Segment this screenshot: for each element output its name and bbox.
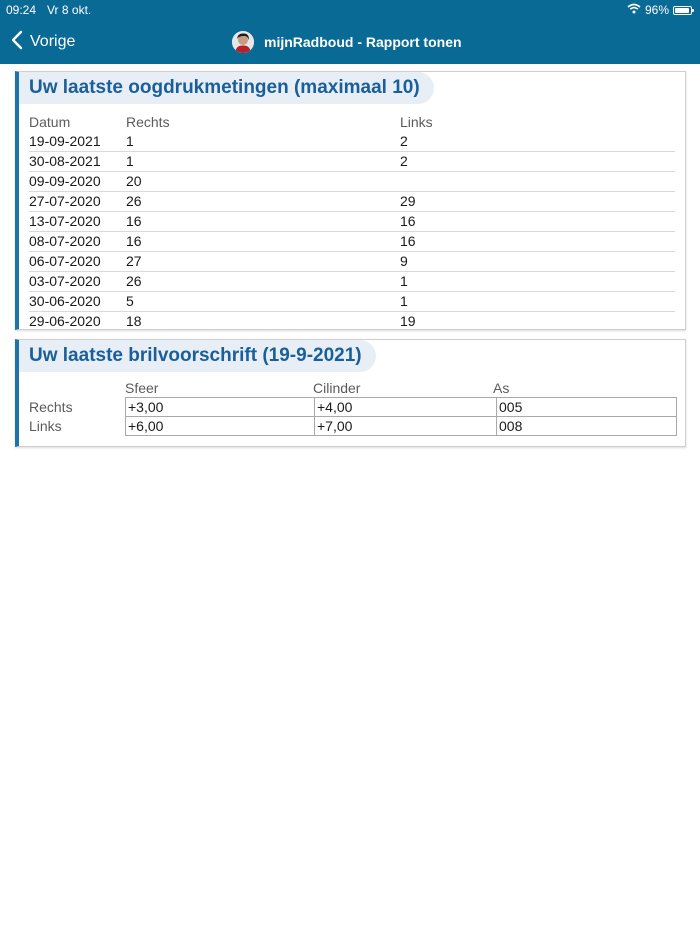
back-label: Vorige [30, 33, 76, 50]
cell-right: 16 [126, 233, 142, 249]
cell-date: 30-08-2021 [29, 153, 101, 169]
cell-left: 19 [400, 313, 416, 329]
avatar [232, 31, 254, 53]
app-title: mijnRadboud - Rapport tonen [264, 34, 462, 50]
pressure-header-row [29, 113, 675, 132]
wifi-icon [627, 3, 641, 17]
pressure-title: Uw laatste oogdrukmetingen (maximaal 10) [19, 72, 434, 104]
cell-date: 13-07-2020 [29, 213, 101, 229]
battery-icon [673, 6, 692, 15]
cell-left: 1 [400, 293, 408, 309]
row-label-links: Links [29, 418, 62, 434]
cell-right: 18 [126, 313, 142, 329]
table-row [126, 398, 677, 417]
cell-left: 9 [400, 253, 408, 269]
header-sfeer: Sfeer [125, 380, 159, 396]
cell-left: 2 [400, 153, 408, 169]
cell-right: 16 [126, 213, 142, 229]
row-label-rechts: Rechts [29, 399, 73, 415]
cell-right: 5 [126, 293, 134, 309]
cell-right: 1 [126, 133, 134, 149]
cell-as: 008 [497, 417, 677, 436]
status-date: Vr 8 okt. [47, 3, 92, 17]
cell-right: 27 [126, 253, 142, 269]
cell-cilinder: +7,00 [315, 417, 497, 436]
cell-right: 26 [126, 273, 142, 289]
cell-left: 2 [400, 133, 408, 149]
table-row [29, 312, 675, 331]
cell-right: 1 [126, 153, 134, 169]
cell-cilinder: +4,00 [315, 398, 497, 417]
cell-date: 30-06-2020 [29, 293, 101, 309]
cell-date: 03-07-2020 [29, 273, 101, 289]
header-links: Links [400, 114, 433, 130]
header-rechts: Rechts [126, 114, 170, 130]
cell-date: 27-07-2020 [29, 193, 101, 209]
header-as: As [493, 380, 510, 396]
prescription-panel [15, 339, 686, 447]
cell-date: 06-07-2020 [29, 253, 101, 269]
back-button[interactable] [10, 30, 75, 54]
cell-left: 16 [400, 233, 416, 249]
prescription-title: Uw laatste brilvoorschrift (19-9-2021) [19, 340, 376, 372]
table-row [29, 192, 675, 212]
cell-sfeer: +6,00 [126, 417, 315, 436]
cell-sfeer: +3,00 [126, 398, 315, 417]
header-datum: Datum [29, 114, 71, 130]
battery-fill [675, 8, 689, 13]
header-title [232, 30, 462, 54]
status-right [627, 3, 692, 17]
cell-date: 19-09-2021 [29, 133, 101, 149]
pressure-table [29, 113, 675, 331]
table-row [29, 292, 675, 312]
table-row [126, 417, 677, 436]
cell-as: 005 [497, 398, 677, 417]
cell-date: 08-07-2020 [29, 233, 101, 249]
cell-right: 26 [126, 193, 142, 209]
top-bar [0, 0, 700, 64]
pressure-panel [15, 71, 686, 330]
cell-left: 1 [400, 273, 408, 289]
chevron-left-icon [10, 30, 24, 55]
header-cilinder: Cilinder [313, 380, 361, 396]
table-row [29, 232, 675, 252]
table-row [29, 212, 675, 232]
table-row [29, 252, 675, 272]
table-row [29, 272, 675, 292]
cell-left: 16 [400, 213, 416, 229]
prescription-table [125, 397, 677, 436]
battery-percent: 96% [644, 3, 669, 17]
cell-left: 29 [400, 193, 416, 209]
table-row [29, 152, 675, 172]
cell-date: 29-06-2020 [29, 313, 101, 329]
cell-date: 09-09-2020 [29, 173, 101, 189]
cell-right: 20 [126, 173, 142, 189]
status-time: 09:24 [6, 3, 37, 17]
table-row [29, 132, 675, 152]
table-row [29, 172, 675, 192]
